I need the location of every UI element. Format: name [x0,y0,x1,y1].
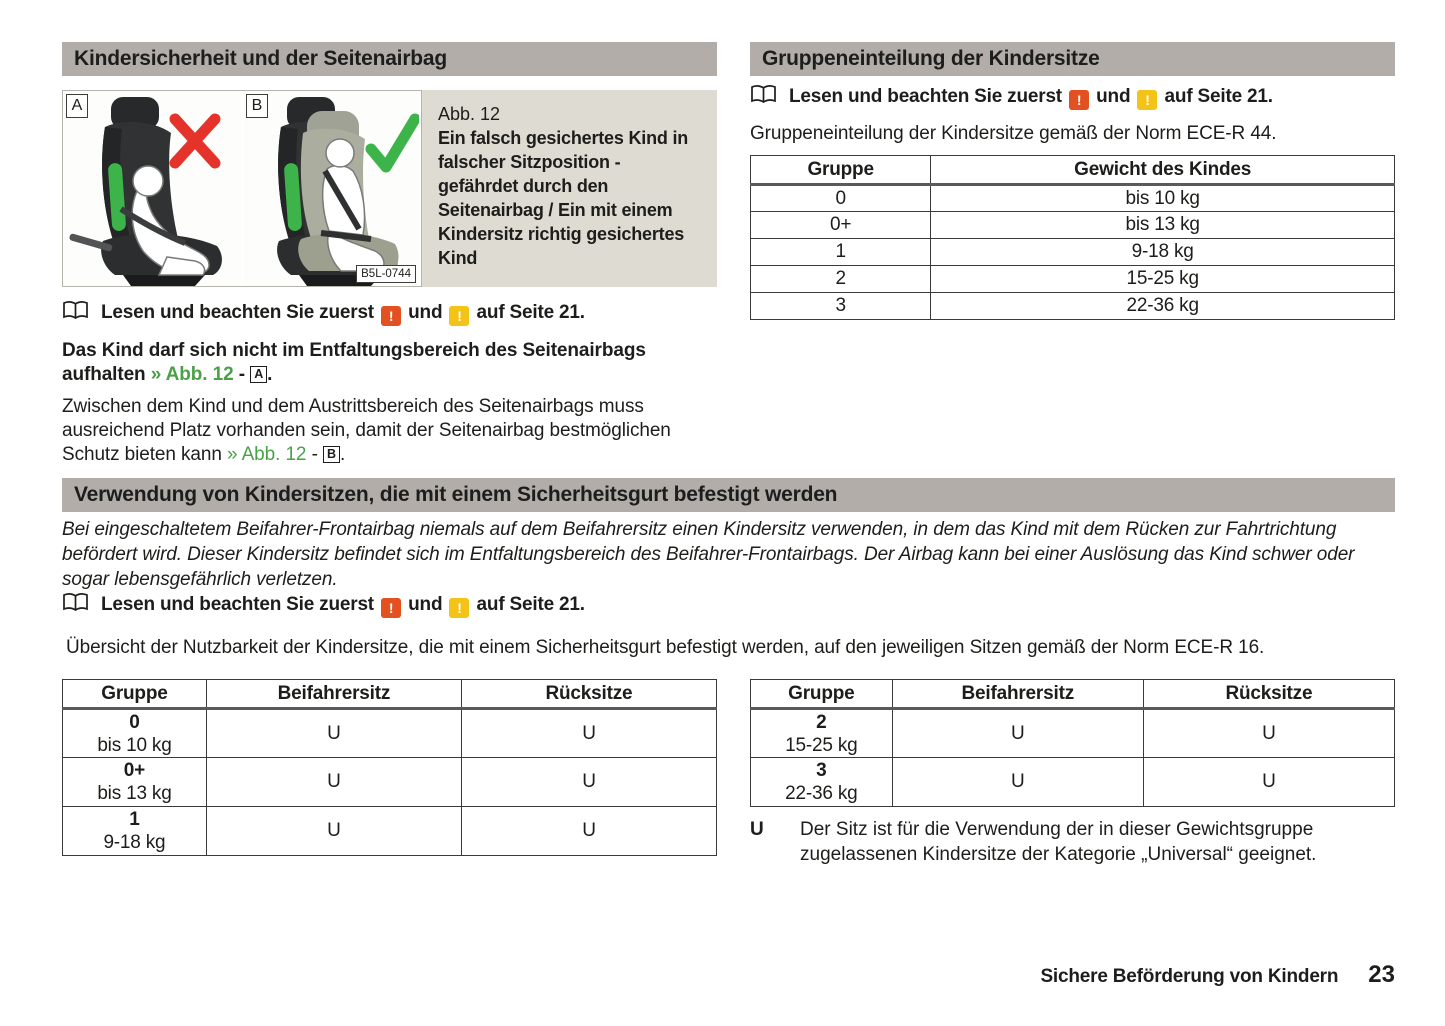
figure-abb-12 [62,90,717,287]
read-note-suffix: auf Seite 21. [476,302,585,323]
cell-group: 1 9-18 kg [63,807,207,856]
figure-caption-text: Ein falsch gesichertes Kind in falscher Sitzposition - gefährdet durch den Seitenairbag / Ein mit einem Kindersitz richtig gesichertes Kind [438,128,689,268]
read-note-left [62,300,585,326]
section-heading-kindersicherheit: Kindersicherheit und der Seitenairbag [62,42,717,76]
frontairbag-warning-paragraph: Bei eingeschaltetem Beifahrer-Frontairbag niemals auf dem Beifahrersitz einen Kindersitz verwenden, in dem das Kind mit dem Rücken zur Fahrtrichtung befördert wird. Dieser Kindersitz befindet sich im Entfaltungsbereich des Beifahrer-Frontairbags. Der Airbag kann bei einer Auslösung das Kind schwer oder sogar lebensgefährlich verletzen. [62,519,1355,590]
cell-front: U [892,758,1143,807]
cell-weight: 15-25 kg [931,266,1395,293]
table-row [751,709,1395,758]
footnote-symbol: U [750,819,764,840]
cell-front: U [206,807,461,856]
cell-rear: U [461,807,716,856]
paragraph-airbag-warning [62,339,720,387]
paragraph-end: . [339,444,346,465]
figure-panel-a [63,91,241,286]
footer-page-number: 23 [1368,961,1395,988]
figure-caption-ref: Abb. 12 [438,104,501,124]
image-code-label: B5L-0744 [356,265,416,283]
col-beifahrersitz: Beifahrersitz [206,680,461,709]
read-note-conj: und [408,594,443,615]
panel-a-label: A [66,94,88,118]
paragraph-sep: - [306,444,323,465]
abb-12-link-b[interactable]: » Abb. 12 [227,444,307,465]
seat-correct-illustration [243,91,419,286]
table-row [63,807,717,856]
table-row [751,212,1395,239]
read-note-conj: und [408,302,443,323]
open-book-icon [62,592,89,613]
panel-b-label: B [246,94,268,118]
col-gruppe: Gruppe [751,156,931,185]
red-cross-icon [175,119,215,163]
ref-box-a: A [250,366,267,383]
figure-image [62,90,422,287]
paragraph-sep: - [233,364,251,385]
figure-panel-b [241,91,419,286]
read-note-suffix: auf Seite 21. [476,594,585,615]
open-book-icon [750,84,777,105]
cell-weight: 9-18 kg [931,239,1395,266]
warning-yellow-icon: ! [449,598,469,618]
col-gewicht: Gewicht des Kindes [931,156,1395,185]
table-row [63,709,717,758]
paragraph-text: Zwischen dem Kind und dem Austrittsbereich des Seitenairbags muss ausreichend Platz vorhanden sein, damit der Seitenairbag bestmöglichen Schutz bieten kann [62,396,671,465]
table-header-row [751,156,1395,185]
ref-box-b: B [323,446,340,463]
overview-ece-r16-line: Übersicht der Nutzbarkeit der Kindersitze, die mit einem Sicherheitsgurt befestigt werden, auf den jeweiligen Sitzen gemäß der Norm ECE-R 16. [66,637,1265,658]
table-row [63,758,717,807]
paragraph-end: . [267,364,273,385]
col-beifahrersitz: Beifahrersitz [892,680,1143,709]
open-book-icon [62,300,89,321]
cell-rear: U [461,758,716,807]
paragraph-text: Das Kind darf sich nicht im Entfaltungsbereich des Seitenairbags aufhalten [62,340,646,385]
table-row [751,758,1395,807]
page-footer [1040,961,1395,989]
group-weight-table [750,155,1395,320]
cell-group: 3 22-36 kg [751,758,893,807]
section-heading-gruppeneinteilung: Gruppeneinteilung der Kindersitze [750,42,1395,76]
table-header-row [63,680,717,709]
cell-group: 3 [751,293,931,320]
col-gruppe: Gruppe [751,680,893,709]
read-note-right [750,84,1273,110]
warning-yellow-icon: ! [449,306,469,326]
cell-group: 0+ [751,212,931,239]
warning-yellow-icon: ! [1137,90,1157,110]
cell-weight: bis 10 kg [931,185,1395,212]
seat-wrong-illustration [63,91,241,286]
cell-rear: U [461,709,716,758]
figure-caption [422,90,717,287]
cell-weight: 22-36 kg [931,293,1395,320]
cell-group: 0 bis 10 kg [63,709,207,758]
table-row [751,239,1395,266]
col-gruppe: Gruppe [63,680,207,709]
read-note-conj: und [1096,86,1131,107]
cell-group: 0 [751,185,931,212]
cell-group: 1 [751,239,931,266]
table-row [751,185,1395,212]
read-note-suffix: auf Seite 21. [1164,86,1273,107]
cell-group: 2 [751,266,931,293]
paragraph-airbag-distance [62,395,722,467]
table-row [751,266,1395,293]
footer-section-title: Sichere Beförderung von Kindern [1040,966,1339,987]
cell-front: U [206,758,461,807]
usability-table-right [750,679,1395,807]
read-note-prefix: Lesen und beachten Sie zuerst [789,86,1062,107]
read-note-prefix: Lesen und beachten Sie zuerst [101,594,374,615]
col-ruecksitze: Rücksitze [461,680,716,709]
cell-weight: bis 13 kg [931,212,1395,239]
read-note-middle [62,592,585,618]
warning-red-icon: ! [381,598,401,618]
universal-footnote [750,817,1398,867]
read-note-prefix: Lesen und beachten Sie zuerst [101,302,374,323]
cell-group: 2 15-25 kg [751,709,893,758]
warning-red-icon: ! [1069,90,1089,110]
table-row [751,293,1395,320]
norm-ece-r44-intro: Gruppeneinteilung der Kindersitze gemäß der Norm ECE-R 44. [750,123,1277,144]
abb-12-link-a[interactable]: » Abb. 12 [150,364,234,385]
cell-rear: U [1143,758,1394,807]
cell-front: U [892,709,1143,758]
cell-front: U [206,709,461,758]
usability-table-left [62,679,717,856]
section-heading-verwendung: Verwendung von Kindersitzen, die mit einem Sicherheitsgurt befestigt werden [62,478,1395,512]
cell-rear: U [1143,709,1394,758]
col-ruecksitze: Rücksitze [1143,680,1394,709]
footnote-text: Der Sitz ist für die Verwendung der in dieser Gewichtsgruppe zugelassenen Kindersitze der Kategorie „Universal“ geeignet. [800,819,1317,865]
warning-red-icon: ! [381,306,401,326]
table-header-row [751,680,1395,709]
cell-group: 0+ bis 13 kg [63,758,207,807]
green-check-icon [371,119,415,167]
